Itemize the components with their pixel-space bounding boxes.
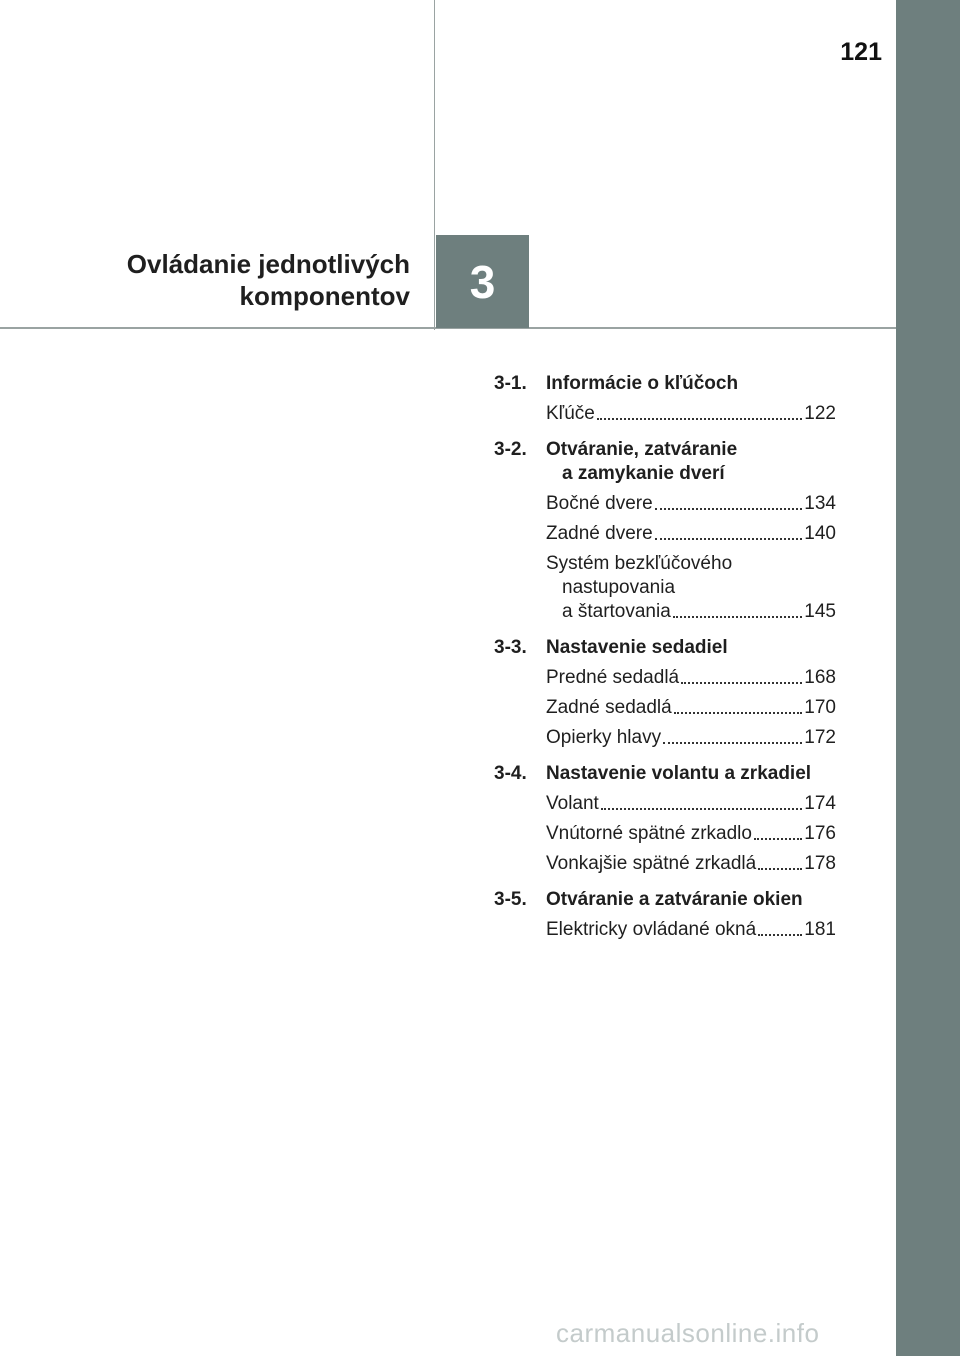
chapter-number-box bbox=[436, 235, 529, 328]
toc-leader-dots bbox=[673, 616, 803, 618]
toc-section-title bbox=[546, 438, 836, 486]
vertical-divider bbox=[434, 0, 435, 330]
toc-section-title-line: Otváranie, zatváranie bbox=[546, 439, 738, 460]
page-number: 121 bbox=[840, 38, 882, 66]
toc-entry[interactable] bbox=[546, 726, 836, 750]
toc-entry-page: 170 bbox=[804, 697, 836, 718]
toc-section[interactable] bbox=[494, 636, 836, 660]
toc-entry-page: 168 bbox=[804, 667, 836, 688]
toc-entry[interactable] bbox=[546, 552, 836, 624]
toc-section[interactable] bbox=[494, 372, 836, 396]
toc-entry-text: Volant bbox=[546, 793, 599, 814]
toc-leader-dots bbox=[754, 838, 802, 840]
toc-section-title bbox=[546, 888, 836, 912]
toc-entry-text: Predné sedadlá bbox=[546, 667, 680, 688]
toc-entry[interactable] bbox=[546, 918, 836, 942]
toc-section-title bbox=[546, 762, 836, 786]
toc-section-number: 3-2. bbox=[494, 439, 527, 460]
toc-entry-page: 172 bbox=[804, 727, 836, 748]
toc-entry-text: Zadné sedadlá bbox=[546, 697, 672, 718]
toc-leader-dots bbox=[681, 682, 802, 684]
toc-entry-text: Opierky hlavy bbox=[546, 727, 662, 748]
toc-entry[interactable] bbox=[546, 792, 836, 816]
toc-leader-dots bbox=[674, 712, 803, 714]
toc-section[interactable] bbox=[494, 438, 836, 486]
toc-entry-text: Systém bezkľúčového bbox=[546, 553, 733, 574]
toc-entry[interactable] bbox=[546, 522, 836, 546]
toc-section-title-line: Nastavenie sedadiel bbox=[546, 637, 728, 658]
toc-entry[interactable] bbox=[546, 666, 836, 690]
toc-section-number: 3-3. bbox=[494, 637, 527, 658]
toc-section-number: 3-1. bbox=[494, 373, 527, 394]
toc-section-title bbox=[546, 372, 836, 396]
toc-section-title-line: Nastavenie volantu a zrkadiel bbox=[546, 763, 812, 784]
toc-section-title-line: Informácie o kľúčoch bbox=[546, 373, 739, 394]
toc-leader-dots bbox=[601, 808, 802, 810]
toc-entry-text: Bočné dvere bbox=[546, 493, 653, 514]
toc-leader-dots bbox=[655, 508, 803, 510]
watermark: carmanualsonline.info bbox=[556, 1318, 820, 1348]
toc-entry-page: 174 bbox=[804, 793, 836, 814]
toc-leader-dots bbox=[663, 742, 802, 744]
chapter-title bbox=[127, 248, 410, 312]
chapter-number: 3 bbox=[469, 255, 496, 308]
toc-section[interactable] bbox=[494, 888, 836, 912]
toc-entry[interactable] bbox=[546, 492, 836, 516]
toc-leader-dots bbox=[758, 934, 802, 936]
toc-section-title-line: a zamykanie dverí bbox=[562, 463, 725, 484]
toc-entry[interactable] bbox=[546, 402, 836, 426]
toc-entry-page: 145 bbox=[804, 601, 836, 622]
toc-entry-text: Vnútorné spätné zrkadlo bbox=[546, 823, 752, 844]
toc-section[interactable] bbox=[494, 762, 836, 786]
toc-entry-page: 140 bbox=[804, 523, 836, 544]
toc-entry-page: 134 bbox=[804, 493, 836, 514]
toc-section-number: 3-5. bbox=[494, 889, 527, 910]
chapter-side-tab bbox=[896, 0, 960, 1356]
toc-leader-dots bbox=[655, 538, 803, 540]
toc-entry[interactable] bbox=[546, 852, 836, 876]
toc-entry[interactable] bbox=[546, 696, 836, 720]
table-of-contents bbox=[494, 372, 836, 942]
toc-entry-text: Zadné dvere bbox=[546, 523, 653, 544]
chapter-title-line-2: komponentov bbox=[239, 281, 410, 311]
toc-leader-dots bbox=[758, 868, 802, 870]
toc-entry-text: nastupovania bbox=[562, 577, 676, 598]
toc-leader-dots bbox=[597, 418, 802, 420]
toc-entry-text: Vonkajšie spätné zrkadlá bbox=[546, 853, 757, 874]
toc-entry-page: 176 bbox=[804, 823, 836, 844]
toc-entry[interactable] bbox=[546, 822, 836, 846]
toc-section-title bbox=[546, 636, 836, 660]
toc-entry-text: a štartovania bbox=[562, 601, 671, 622]
toc-section-title-line: Otváranie a zatváranie okien bbox=[546, 889, 803, 910]
chapter-title-line-1: Ovládanie jednotlivých bbox=[126, 249, 410, 279]
toc-entry-page: 181 bbox=[804, 919, 836, 940]
toc-entry-text: Elektricky ovládané okná bbox=[546, 919, 757, 940]
toc-entry-page: 122 bbox=[804, 403, 836, 424]
toc-entry-page: 178 bbox=[804, 853, 836, 874]
toc-entry-text: Kľúče bbox=[546, 403, 595, 424]
toc-section-number: 3-4. bbox=[494, 763, 527, 784]
